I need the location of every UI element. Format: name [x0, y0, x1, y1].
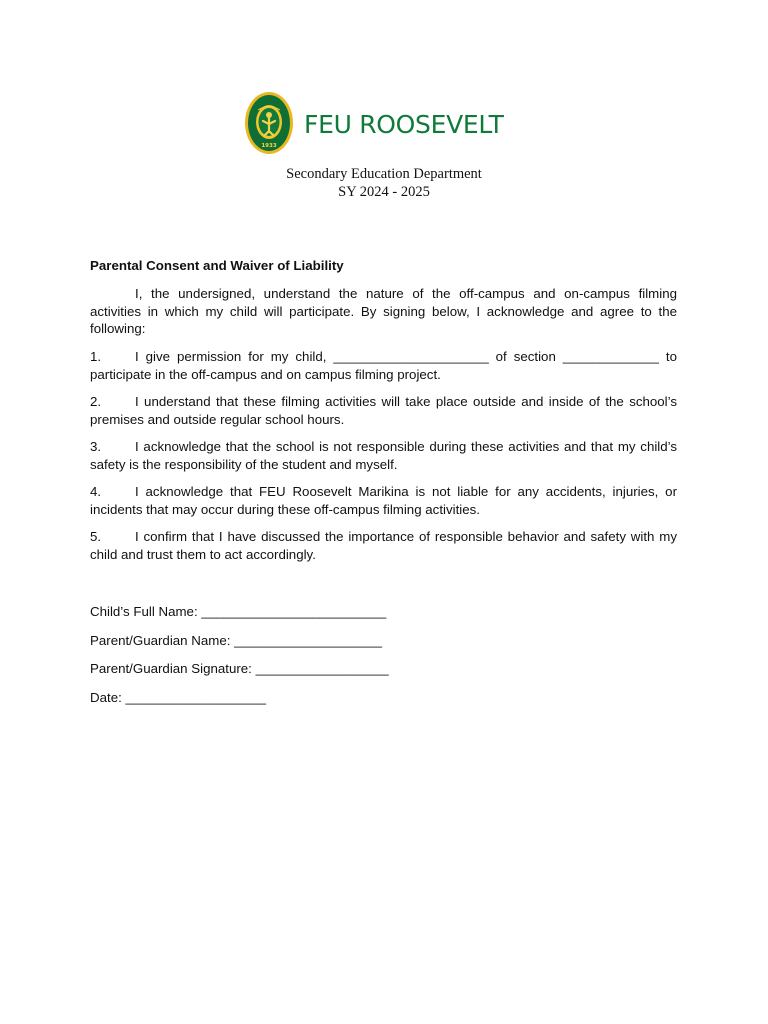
item-text: I understand that these filming activities will take place outside and inside of the school’s premises and outside regular school hours. — [90, 394, 677, 427]
feu-seal-icon — [244, 91, 294, 155]
item-text: I confirm that I have discussed the importance of responsible behavior and safety with my child and trust them to act accordingly. — [90, 529, 677, 562]
guardian-name-field[interactable]: Parent/Guardian Name: ____________________ — [90, 632, 383, 648]
item-number: 1. — [90, 349, 102, 364]
intro-paragraph: I, the undersigned, understand the nature of the off-campus and on-campus filming activities in which my child will participate. By signing below, I acknowledge and agree to the following: — [90, 286, 677, 336]
item-number: 2. — [90, 394, 102, 409]
list-item — [90, 483, 677, 518]
item-number: 3. — [90, 439, 102, 454]
guardian-signature-field[interactable]: Parent/Guardian Signature: __________________ — [90, 661, 389, 676]
consent-list — [90, 348, 677, 573]
list-item — [90, 528, 677, 563]
list-item — [90, 348, 677, 383]
list-item — [90, 438, 677, 473]
svg-text:1933: 1933 — [261, 143, 277, 149]
item-number: 5. — [90, 529, 102, 544]
date-field[interactable]: Date: ___________________ — [90, 689, 266, 705]
brand-name: FEU ROOSEVELT — [304, 109, 504, 139]
school-year: SY 2024 - 2025 — [338, 184, 430, 200]
item-text: I acknowledge that the school is not responsible during these activities and that my child’s safety is the responsibility of the student and myself. — [90, 439, 677, 472]
item-text: I give permission for my child, _____________________ of section _____________ to participate in the off-campus and on campus filming project. — [90, 349, 677, 382]
list-item — [90, 393, 677, 428]
department-heading — [0, 165, 768, 201]
document-title: Parental Consent and Waiver of Liability — [90, 258, 344, 273]
signature-fields — [90, 603, 677, 717]
header-logo — [244, 90, 504, 156]
child-name-field[interactable]: Child’s Full Name: _________________________ — [90, 604, 387, 619]
department-name: Secondary Education Department — [286, 166, 482, 182]
item-number: 4. — [90, 484, 102, 499]
item-text: I acknowledge that FEU Roosevelt Marikina is not liable for any accidents, injuries, or incidents that may occur during these off-campus filming activities. — [90, 484, 677, 517]
